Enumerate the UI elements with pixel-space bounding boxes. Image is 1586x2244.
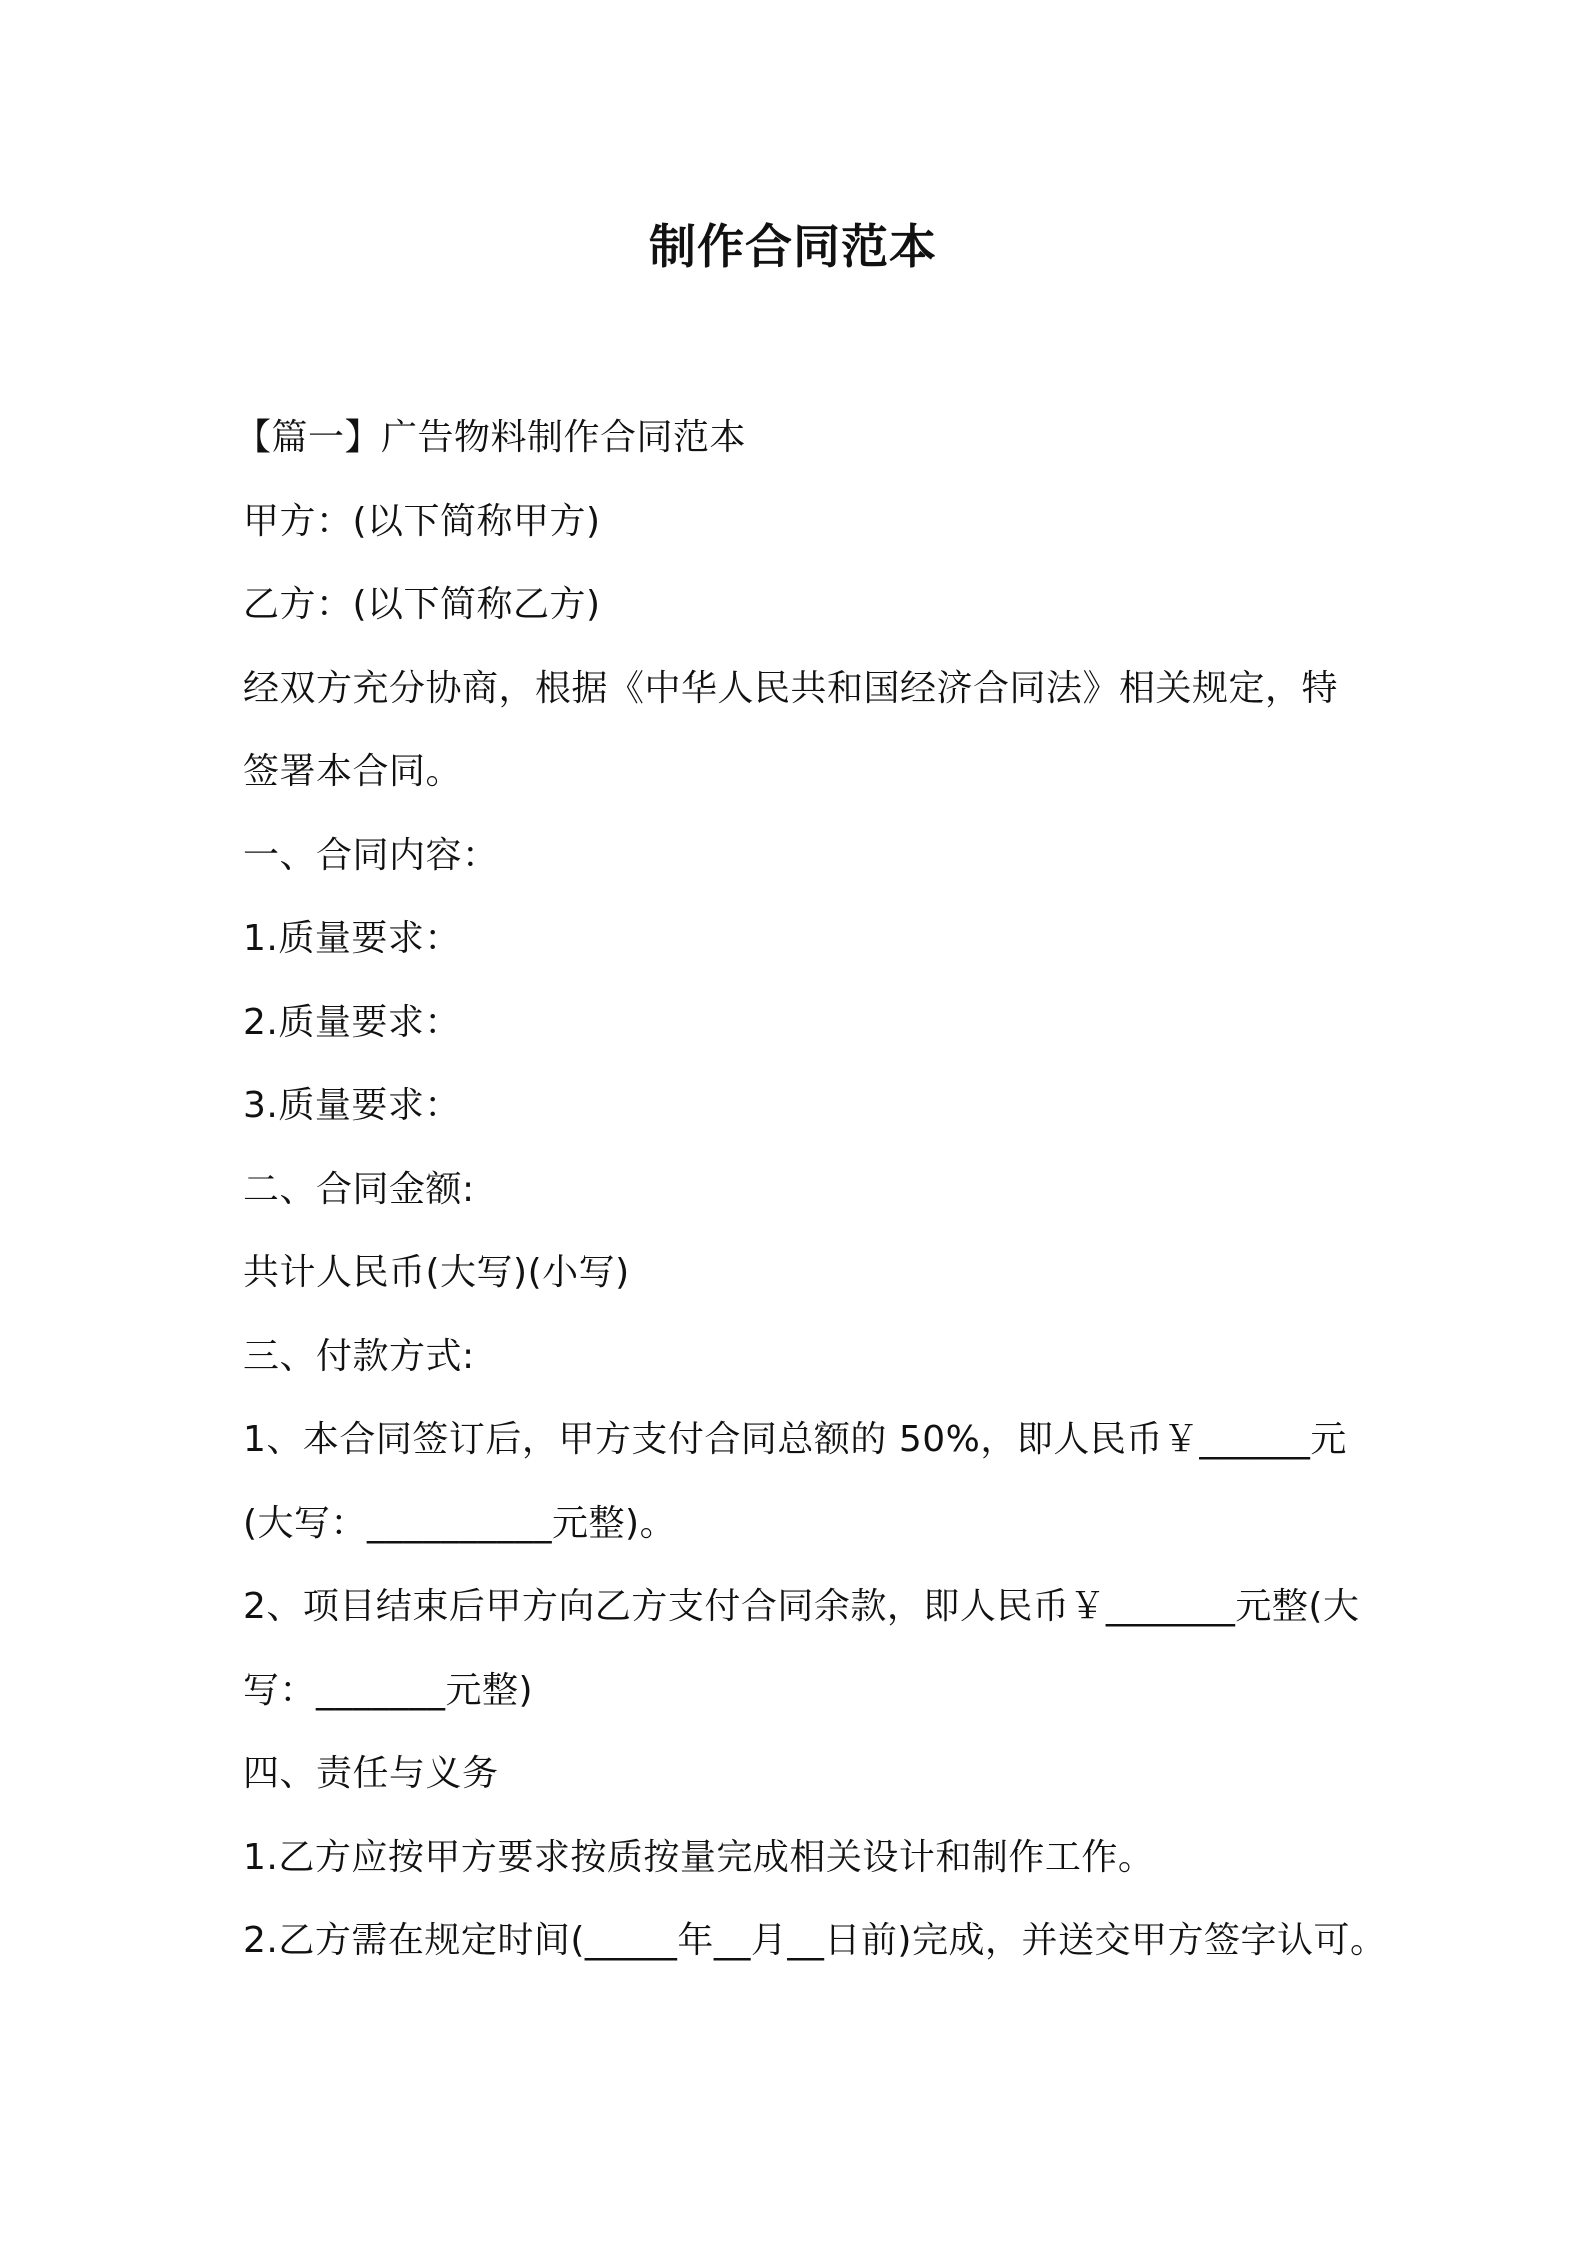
responsibility-1: 1.乙方应按甲方要求按质按量完成相关设计和制作工作。 — [243, 1836, 1155, 1878]
quality-requirement-2: 2.质量要求： — [243, 1001, 461, 1043]
clause-heading-contract-content: 一、合同内容： — [243, 834, 499, 876]
preamble-line-2: 签署本合同。 — [243, 751, 463, 792]
document-title: 制作合同范本 — [649, 220, 937, 275]
payment-term-1-line-2: (大写：__________元整)。 — [243, 1502, 677, 1544]
payment-term-2-line-2: 写：_______元整) — [243, 1669, 534, 1711]
payment-term-2-line-1: 2、项目结束后甲方向乙方支付合同余款，即人民币￥_______元整(大 — [243, 1586, 1360, 1627]
clause-heading-payment-method: 三、付款方式: — [243, 1335, 475, 1377]
quality-requirement-1: 1.质量要求： — [243, 918, 461, 959]
responsibility-2: 2.乙方需在规定时间(_____年__月__日前)完成，并送交甲方签字认可。 — [243, 1920, 1387, 1961]
party-a-line: 甲方：(以下简称甲方) — [243, 500, 601, 542]
clause-heading-responsibilities: 四、责任与义务 — [243, 1753, 499, 1794]
total-amount-line: 共计人民币(大写)(小写) — [243, 1252, 630, 1293]
section-heading-part-one: 【篇一】广告物料制作合同范本 — [235, 417, 747, 458]
preamble-line-1: 经双方充分协商，根据《中华人民共和国经济合同法》相关规定，特 — [243, 667, 1339, 709]
payment-term-1-line-1: 1、本合同签订后，甲方支付合同总额的 50%，即人民币￥______元 — [243, 1419, 1347, 1460]
quality-requirement-3: 3.质量要求： — [243, 1085, 461, 1126]
clause-heading-contract-amount: 二、合同金额: — [243, 1168, 475, 1210]
document-body — [235, 396, 1387, 1983]
party-b-line: 乙方：(以下简称乙方) — [243, 584, 601, 625]
